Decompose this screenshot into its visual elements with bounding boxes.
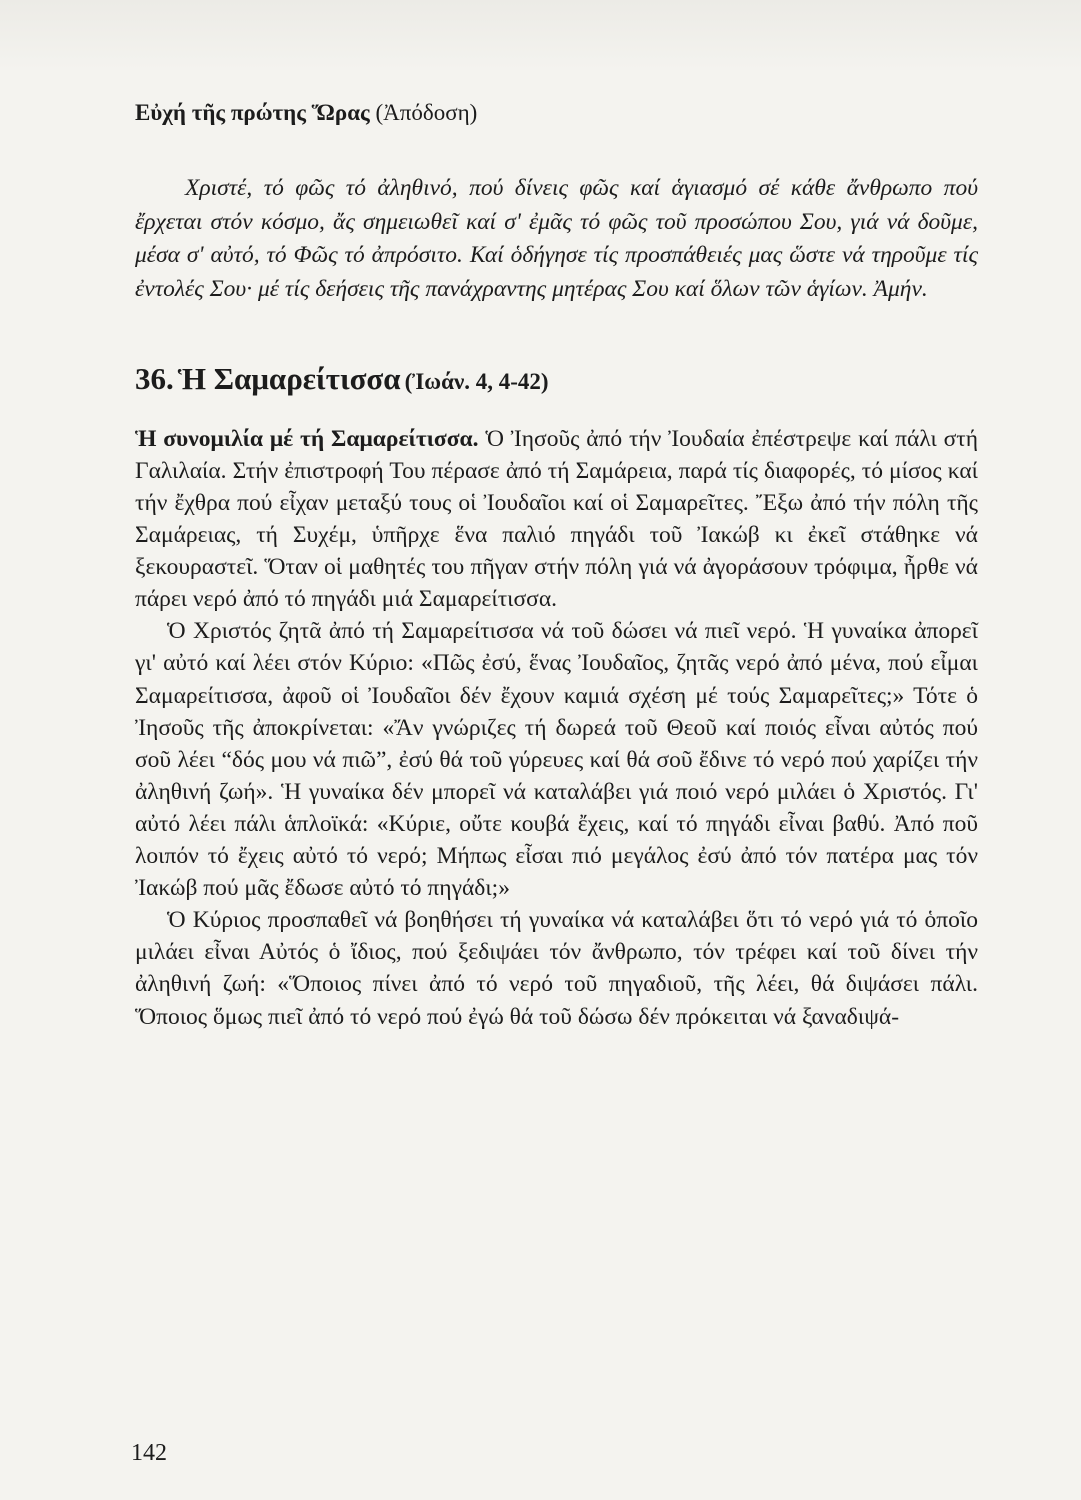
book-page — [135, 96, 978, 1033]
previous-page-bleed — [0, 0, 1081, 70]
paragraph-1-text: Ὁ Ἰησοῦς ἀπό τήν Ἰουδαία ἐπέστρεψε καί πάλι στή Γαλιλαία. Στήν ἐπιστροφή Του πέρασε ἀπό τή Σαμάρεια, παρά τίς διαφορές, τό μίσος καί τήν ἔχθρα πού εἶχαν μεταξύ τους οἱ Ἰουδαῖοι καί οἱ Σαμαρεῖτες. Ἔξω ἀπό τήν πόλη τῆς Σαμάρειας, τή Συχέμ, ὑπῆρχε ἕνα παλιό πηγάδι τοῦ Ἰακώβ κι ἐκεῖ στάθηκε νά ξεκουραστεῖ. Ὅταν οἱ μαθητές του πῆγαν στήν πόλη γιά νά ἀγοράσουν τρόφιμα, ἦρθε νά πάρει νερό ἀπό τό πηγάδι μιά Σαμαρείτισσα. — [135, 425, 978, 613]
chapter-title: Ἡ Σαμαρείτισσα — [177, 360, 401, 396]
prayer-title: Εὐχή τῆς πρώτης Ὥρας — [135, 100, 370, 125]
chapter-reference: (Ἰωάν. 4, 4-42) — [404, 368, 549, 394]
chapter-heading — [135, 359, 978, 405]
prayer-subtitle: (Ἀπόδοση) — [375, 100, 478, 125]
page-number: 142 — [131, 1440, 167, 1466]
chapter-body — [135, 423, 978, 1033]
paragraph-3: Ὁ Κύριος προσπαθεῖ νά βοηθήσει τή γυναίκα νά καταλάβει ὅτι τό νερό γιά τό ὁποῖο μιλάει εἶναι Αὐτός ὁ ἴδιος, πού ξεδιψάει τόν ἄνθρωπο, τόν τρέφει καί τοῦ δίνει τήν ἀληθινή ζωή: «Ὅποιος πίνει ἀπό τό νερό τοῦ πηγαδιοῦ, τῆς λέει, θά διψάσει πάλι. Ὅποιος ὅμως πιεῖ ἀπό τό νερό πού ἐγώ θά τοῦ δώσω δέν πρόκειται νά ξαναδιψά- — [135, 907, 978, 1030]
paragraph-2: Ὁ Χριστός ζητᾶ ἀπό τή Σαμαρείτισσα νά τοῦ δώσει νά πιεῖ νερό. Ἡ γυναίκα ἀπορεῖ γι' αὐτό καί λέει στόν Κύριο: «Πῶς ἐσύ, ἕνας Ἰουδαῖος, ζητᾶς νερό ἀπό μένα, πού εἶμαι Σαμαρείτισσα, ἀφοῦ οἱ Ἰουδαῖοι δέν ἔχουν καμιά σχέση μέ τούς Σαμαρεῖτες;» Τότε ὁ Ἰησοῦς τῆς ἀποκρίνεται: «Ἄν γνώριζες τή δωρεά τοῦ Θεοῦ καί ποιός εἶναι αὐτός πού σοῦ λέει “δός μου νά πιῶ”, ἐσύ θά τοῦ γύρευες καί θά σοῦ ἔδινε τό νερό πού χαρίζει τήν ἀληθινή ζωή». Ἡ γυναίκα δέν μπορεῖ νά καταλάβει γιά ποιό νερό μιλάει ὁ Χριστός. Γι' αὐτό λέει πάλι ἁπλοϊκά: «Κύριε, οὔτε κουβά ἔχεις, καί τό πηγάδι εἶναι βαθύ. Ἀπό ποῦ λοιπόν τό ἔχεις αὐτό τό νερό; Μήπως εἶσαι πιό μεγάλος ἐσύ ἀπό τόν πατέρα μας τόν Ἰακώβ πού μᾶς ἔδωσε αὐτό τό πηγάδι;» — [135, 618, 978, 902]
chapter-number: 36. — [135, 360, 174, 396]
prayer-text: Χριστέ, τό φῶς τό ἀληθινό, πού δίνεις φῶς καί ἁγιασμό σέ κάθε ἄνθρωπο πού ἔρχεται στόν κόσμο, ἄς σημειωθεῖ καί σ' ἐμᾶς τό φῶς τοῦ προσώπου Σου, γιά νά δοῦμε, μέσα σ' αὐτό, τό Φῶς τό ἀπρόσιτο. Καί ὁδήγησε τίς προσπάθειές μας ὥστε νά τηροῦμε τίς ἐντολές Σου· μέ τίς δεήσεις τῆς πανάχραντης μητέρας Σου καί ὅλων τῶν ἁγίων. Ἀμήν. — [135, 175, 978, 303]
paragraph-lead: Ἡ συνομιλία μέ τή Σαμαρείτισσα. — [135, 425, 479, 452]
paragraph-1 — [135, 423, 978, 616]
prayer-heading — [135, 96, 978, 130]
